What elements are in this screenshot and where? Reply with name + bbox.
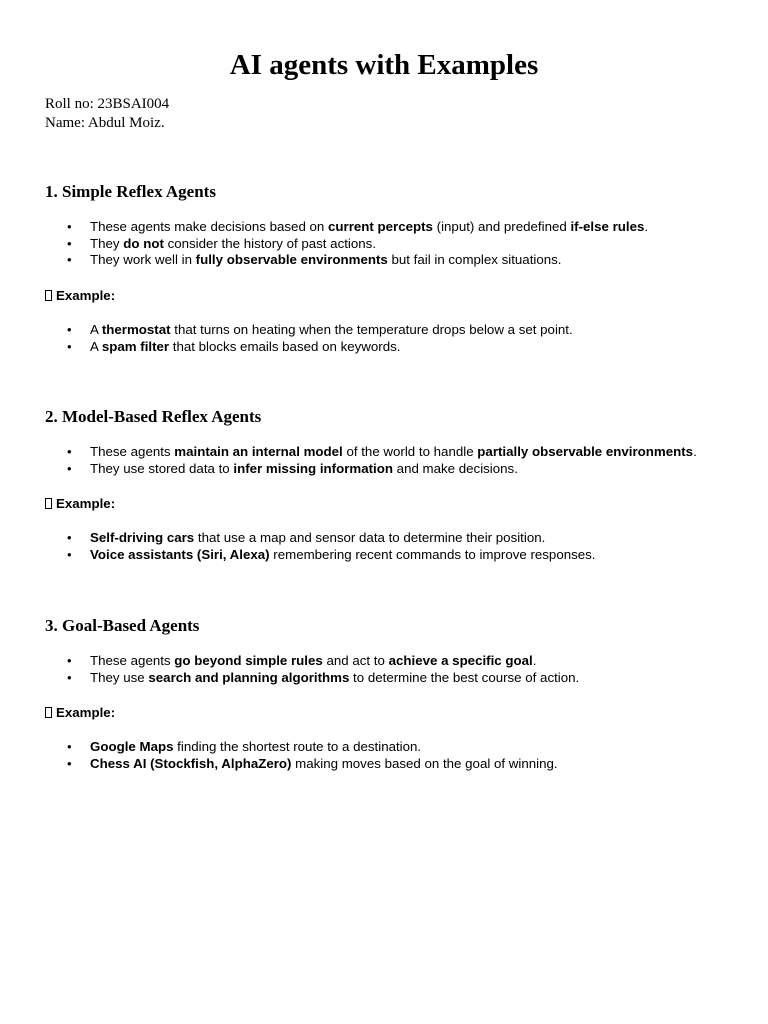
missing-glyph-icon [45, 707, 52, 718]
list-item: • Voice assistants (Siri, Alexa) remembering recent commands to improve responses. [67, 546, 596, 562]
list-item: • Self-driving cars that use a map and sensor data to determine their position. [67, 530, 546, 545]
section-heading: 2. Model-Based Reflex Agents [45, 407, 262, 426]
list-item: • They do not consider the history of past actions. [67, 235, 377, 251]
bullet-icon: • [67, 755, 72, 771]
example-label: Example: [45, 287, 115, 304]
bullet-icon: • [67, 338, 72, 354]
examples-list [0, 322, 768, 355]
list-item: • These agents go beyond simple rules and act to achieve a specific goal. [67, 653, 537, 668]
examples-list [0, 739, 768, 772]
bullet-icon: • [67, 530, 72, 545]
points-list [0, 444, 768, 477]
points-list [0, 653, 768, 686]
bullet-icon: • [67, 322, 72, 337]
bullet-icon: • [67, 669, 72, 685]
list-item: • They work well in fully observable environments but fail in complex situations. [67, 252, 562, 267]
missing-glyph-icon [45, 498, 52, 509]
missing-glyph-icon [45, 290, 52, 301]
section-heading: 1. Simple Reflex Agents [45, 182, 216, 201]
list-item: • These agents make decisions based on current percepts (input) and predefined if-else rules. [67, 219, 649, 234]
list-item: • They use search and planning algorithms to determine the best course of action. [67, 669, 580, 685]
bullet-icon: • [67, 546, 72, 562]
bullet-icon: • [67, 444, 72, 459]
list-item: • A thermostat that turns on heating when the temperature drops below a set point. [67, 322, 573, 337]
example-label: Example: [45, 495, 115, 512]
list-item: • Chess AI (Stockfish, AlphaZero) making moves based on the goal of winning. [67, 755, 558, 771]
points-list [0, 219, 768, 269]
list-item: • These agents maintain an internal model of the world to handle partially observable environments. [67, 444, 697, 459]
roll-number: Roll no: 23BSAI004 [45, 96, 170, 112]
bullet-icon: • [67, 739, 72, 754]
list-item: • A spam filter that blocks emails based on keywords. [67, 338, 401, 354]
bullet-icon: • [67, 653, 72, 668]
bullet-icon: • [67, 252, 72, 267]
list-item: • They use stored data to infer missing information and make decisions. [67, 460, 518, 476]
examples-list [0, 530, 768, 563]
bullet-icon: • [67, 460, 72, 476]
list-item: • Google Maps finding the shortest route to a destination. [67, 739, 422, 754]
example-label: Example: [45, 704, 115, 721]
bullet-icon: • [67, 219, 72, 234]
bullet-icon: • [67, 235, 72, 251]
author-name: Name: Abdul Moiz. [45, 115, 165, 131]
section-heading: 3. Goal-Based Agents [45, 616, 200, 635]
page-title: AI agents with Examples [229, 49, 539, 81]
